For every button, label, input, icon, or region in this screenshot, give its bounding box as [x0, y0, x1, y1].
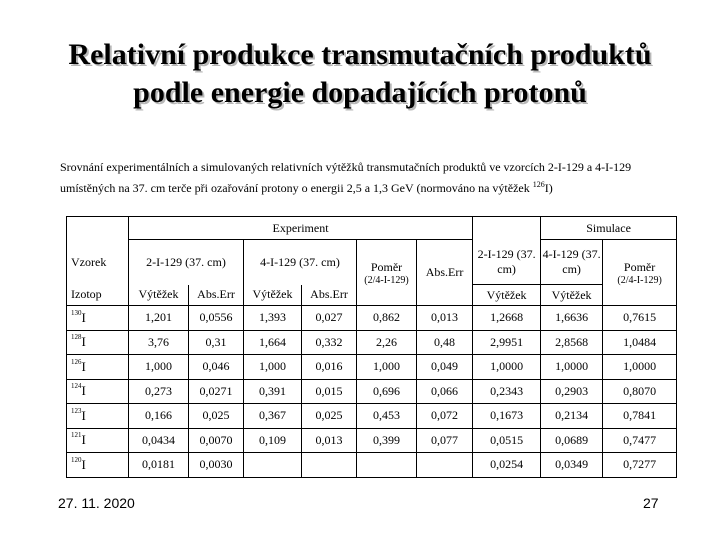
ratio-label: Poměr [370, 259, 403, 274]
isotope-mass: 121 [71, 431, 82, 440]
yield-2-cell: 0,166 [129, 404, 189, 429]
abserr-4-cell: 0,015 [302, 379, 357, 404]
yield-2-cell: 1,201 [129, 306, 189, 331]
isotope-element: I [81, 358, 86, 374]
empty-gap [473, 217, 541, 240]
isotope-cell [67, 453, 129, 478]
sim-ratio-cell: 0,7477 [603, 428, 677, 453]
abserr-4-cell: 0,016 [302, 355, 357, 380]
abserr-4-cell: 0,013 [302, 428, 357, 453]
ratio-err-cell: 0,48 [417, 330, 473, 355]
sim-yield-4-cell: 2,8568 [541, 330, 603, 355]
abserr-2-cell: 0,31 [189, 330, 244, 355]
ratio-cell [357, 453, 417, 478]
sample-2-header: 2-I-129 (37. cm) [129, 240, 244, 285]
abserr-2-cell: 0,046 [189, 355, 244, 380]
ratio-cell: 0,696 [357, 379, 417, 404]
sim-yield-4-cell: 0,2903 [541, 379, 603, 404]
sim-ratio-cell: 0,7841 [603, 404, 677, 429]
sim-ratio-cell: 0,7277 [603, 453, 677, 478]
title-line-2: podle energie dopadajících protonů [133, 76, 587, 109]
sim-yield-2-cell: 2,9951 [473, 330, 541, 355]
sim-yield-2-cell: 0,0515 [473, 428, 541, 453]
isotope-mass: 120 [71, 455, 82, 464]
ratio-cell: 0,453 [357, 404, 417, 429]
yield-2-cell: 0,0181 [129, 453, 189, 478]
empty-corner [67, 217, 129, 240]
sim-yield-2-cell: 0,2343 [473, 379, 541, 404]
vzorek-label: Vzorek [67, 240, 129, 285]
isotope-mass: 123 [71, 406, 82, 415]
col-sim-vytezek-4: Výtěžek [541, 285, 603, 306]
sim-ratio-header [603, 240, 677, 306]
isotope-cell [67, 379, 129, 404]
ratio-cell: 1,000 [357, 355, 417, 380]
sim-sample-2-header: 2-I-129 (37. cm) [473, 240, 541, 285]
table-row [67, 306, 677, 331]
ratio-err-cell: 0,066 [417, 379, 473, 404]
abserr-4-cell: 0,332 [302, 330, 357, 355]
sim-yield-4-cell: 1,0000 [541, 355, 603, 380]
abserr-4-cell [302, 453, 357, 478]
isotope-cell [67, 428, 129, 453]
table-sample-header [67, 240, 677, 285]
table-row [67, 379, 677, 404]
ratio-err-cell: 0,013 [417, 306, 473, 331]
sim-yield-2-cell: 0,1673 [473, 404, 541, 429]
sim-yield-2-cell: 1,2668 [473, 306, 541, 331]
yield-4-cell: 1,393 [244, 306, 302, 331]
isotope-cell [67, 306, 129, 331]
yield-2-cell: 0,0434 [129, 428, 189, 453]
abserr-2-cell: 0,025 [189, 404, 244, 429]
isotope-element: I [81, 383, 86, 399]
abserr-2-cell: 0,0070 [189, 428, 244, 453]
yield-4-cell: 1,000 [244, 355, 302, 380]
sim-ratio-label: Poměr [623, 259, 656, 274]
col-abserr-2: Abs.Err [189, 285, 244, 306]
yield-2-cell: 0,273 [129, 379, 189, 404]
isotope-element: I [81, 456, 86, 472]
table-row [67, 404, 677, 429]
sim-yield-2-cell: 0,0254 [473, 453, 541, 478]
col-vytezek-4: Výtěžek [244, 285, 302, 306]
isotope-mass: 126 [71, 357, 82, 366]
footer-date: 27. 11. 2020 [58, 495, 135, 511]
abserr-2-cell: 0,0030 [189, 453, 244, 478]
sim-sample-4-header: 4-I-129 (37. cm) [541, 240, 603, 285]
ratio-err-cell: 0,072 [417, 404, 473, 429]
yield-4-cell: 0,391 [244, 379, 302, 404]
ratio-err-cell: 0,077 [417, 428, 473, 453]
table-row [67, 453, 677, 478]
isotope-element: I [81, 432, 86, 448]
description-end: I) [544, 181, 553, 195]
simulace-header: Simulace [541, 217, 677, 240]
isotope-cell [67, 355, 129, 380]
sim-yield-4-cell: 0,2134 [541, 404, 603, 429]
ratio-err-cell: 0,049 [417, 355, 473, 380]
col-sim-vytezek-2: Výtěžek [473, 285, 541, 306]
sim-yield-4-cell: 0,0349 [541, 453, 603, 478]
isotope-element: I [81, 407, 86, 423]
slide-description [60, 158, 670, 197]
ratio-cell: 0,399 [357, 428, 417, 453]
description-sup: 126 [532, 180, 545, 189]
table-group-header [67, 217, 677, 240]
sim-yield-4-cell: 1,6636 [541, 306, 603, 331]
col-abserr-4: Abs.Err [302, 285, 357, 306]
yield-4-cell: 1,664 [244, 330, 302, 355]
col-vytezek-2: Výtěžek [129, 285, 189, 306]
description-text: Srovnání experimentálních a simulovaných relativních výtěžků transmutačních produktů ve vzorcích 2-I-129 a 4-I-129 umístěných na 37. cm terče při ozařování protony o energii 2,5 a 1,3 GeV (normováno na výtěžek [60, 160, 632, 195]
ratio-sub: (2/4-I-129) [364, 274, 409, 286]
table-row [67, 355, 677, 380]
ratio-err-cell [417, 453, 473, 478]
yield-4-cell: 0,109 [244, 428, 302, 453]
ratio-header [357, 240, 417, 306]
abserr-2-cell: 0,0271 [189, 379, 244, 404]
experiment-header: Experiment [129, 217, 473, 240]
isotope-mass: 124 [71, 382, 82, 391]
results-table [66, 216, 677, 478]
table-row [67, 330, 677, 355]
yield-4-cell [244, 453, 302, 478]
page-number: 27 [643, 495, 659, 511]
ratio-cell: 0,862 [357, 306, 417, 331]
yield-4-cell: 0,367 [244, 404, 302, 429]
isotope-mass: 130 [71, 308, 82, 317]
isotope-cell [67, 330, 129, 355]
abserr-4-cell: 0,025 [302, 404, 357, 429]
isotope-cell [67, 404, 129, 429]
table-row [67, 428, 677, 453]
abserr-4-cell: 0,027 [302, 306, 357, 331]
ratio-cell: 2,26 [357, 330, 417, 355]
yield-2-cell: 3,76 [129, 330, 189, 355]
isotope-element: I [81, 309, 86, 325]
isotope-element: I [81, 334, 86, 350]
sample-4-header: 4-I-129 (37. cm) [244, 240, 357, 285]
sim-ratio-sub: (2/4-I-129) [617, 274, 662, 286]
sim-ratio-cell: 0,8070 [603, 379, 677, 404]
sim-ratio-cell: 0,7615 [603, 306, 677, 331]
sim-yield-2-cell: 1,0000 [473, 355, 541, 380]
yield-2-cell: 1,000 [129, 355, 189, 380]
abserr-2-cell: 0,0556 [189, 306, 244, 331]
slide-title [0, 36, 720, 112]
sim-ratio-cell: 1,0484 [603, 330, 677, 355]
sim-yield-4-cell: 0,0689 [541, 428, 603, 453]
title-line-1: Relativní produkce transmutačních produktů [68, 38, 652, 71]
abs-err-header: Abs.Err [417, 240, 473, 306]
isotope-mass: 128 [71, 333, 82, 342]
izotop-label: Izotop [67, 285, 129, 306]
sim-ratio-cell: 1,0000 [603, 355, 677, 380]
